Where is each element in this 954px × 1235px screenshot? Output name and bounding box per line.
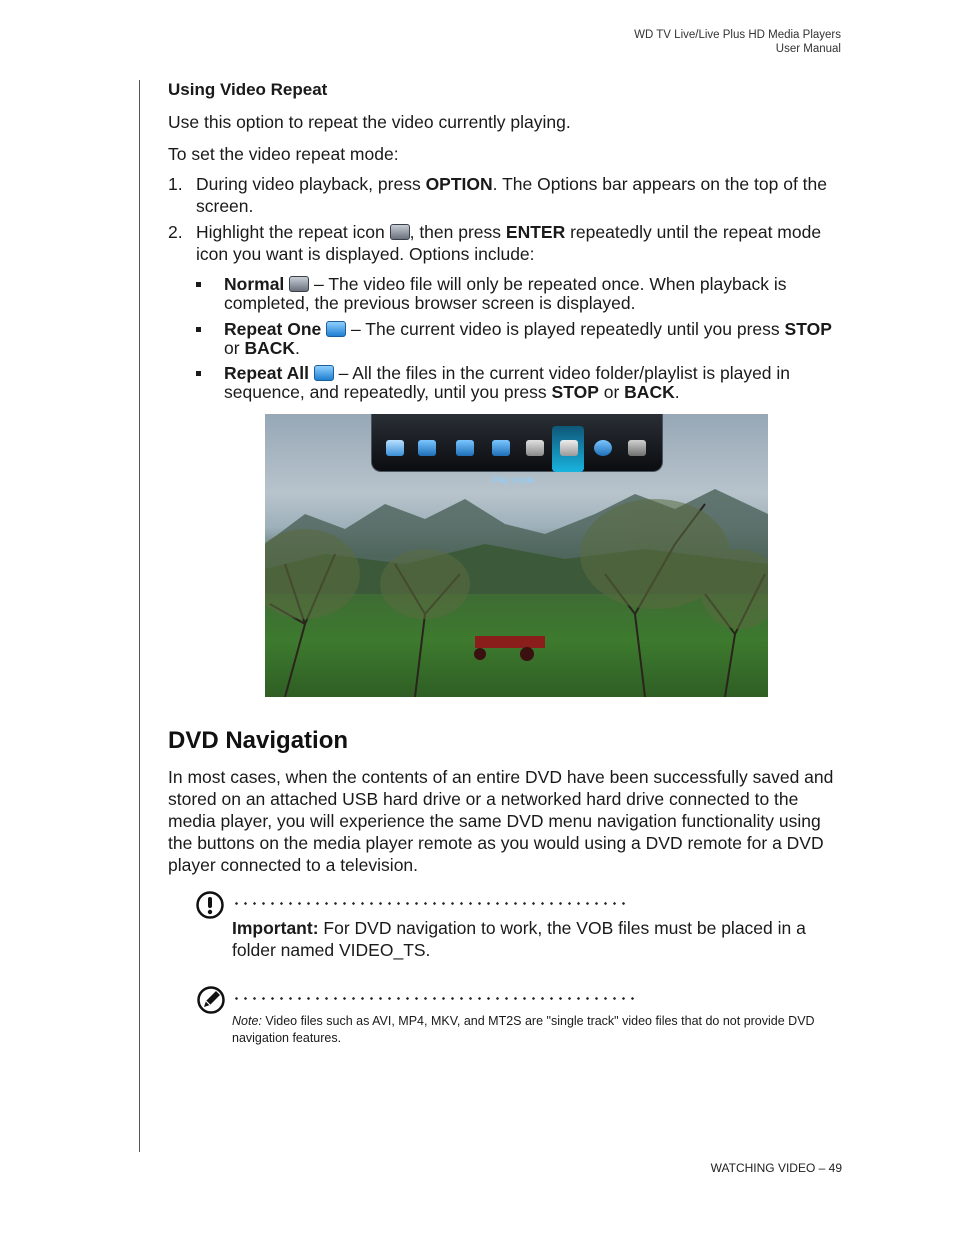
repeat-normal-icon (289, 276, 309, 292)
options-bar (371, 414, 663, 472)
note-text: Note: Video files such as AVI, MP4, MKV, and MT2S are "single track" video files that do not provide DVD navigation features. (232, 1014, 815, 1045)
dvd-navigation-heading: DVD Navigation (168, 727, 349, 754)
play-mode-caption: Play mode (492, 475, 535, 485)
step-number: 1. (168, 174, 183, 194)
list-icon (418, 440, 436, 456)
repeat-all-icon (314, 365, 334, 381)
option-name: Repeat All (224, 363, 309, 383)
bullet-marker (196, 327, 201, 332)
key-enter: ENTER (505, 222, 566, 242)
bullet-marker (196, 282, 201, 287)
important-text: Important: For DVD navigation to work, the VOB files must be placed in a folder named VIDEO_TS. (232, 918, 806, 960)
note-pencil-icon (196, 985, 226, 1015)
intro-paragraph: Use this option to repeat the video currently playing. (168, 112, 571, 132)
repeat-icon (560, 440, 578, 456)
important-label: Important: (232, 918, 319, 938)
dvd-paragraph: In most cases, when the contents of an entire DVD have been successfully saved and stored on an attached USB hard drive or a networked hard drive connected to the media player, you will experience the same DVD menu navigation functionality using the buttons on the media player remote as you would using a DVD remote for a DVD player connected to a television. (168, 767, 834, 875)
step-text: During video playback, press OPTION. The Options bar appears on the top of the screen. (196, 174, 828, 216)
header-title: WD TV Live/Live Plus HD Media Players (634, 29, 841, 41)
page-footer: WATCHING VIDEO – 49 (710, 1161, 842, 1175)
bullet-marker (196, 371, 201, 376)
dotted-rule (232, 902, 628, 905)
margin-rule (139, 80, 140, 1152)
section-heading: Using Video Repeat (168, 80, 328, 99)
header-subtitle: User Manual (775, 43, 841, 55)
info-icon (594, 440, 612, 456)
lead-paragraph: To set the video repeat mode: (168, 144, 399, 164)
options-bar-screenshot (265, 414, 768, 697)
key-option: OPTION (425, 174, 493, 194)
repeat-one-icon (326, 321, 346, 337)
note-label: Note: (232, 1014, 262, 1028)
zoom-out-icon (492, 440, 510, 456)
grid-icon (628, 440, 646, 456)
step-text: Highlight the repeat icon , then press ENTER repeatedly until the repeat mode icon you want is displayed. Options include: (196, 222, 822, 264)
dotted-rule (232, 997, 634, 1000)
wireless-icon (386, 440, 404, 456)
option-name: Repeat One (224, 319, 322, 339)
option-name: Normal (224, 274, 285, 294)
repeat-icon (390, 224, 410, 240)
warning-exclamation-icon (196, 890, 226, 920)
pan-icon (526, 440, 544, 456)
step-number: 2. (168, 222, 183, 242)
zoom-in-icon (456, 440, 474, 456)
running-header (634, 28, 841, 56)
